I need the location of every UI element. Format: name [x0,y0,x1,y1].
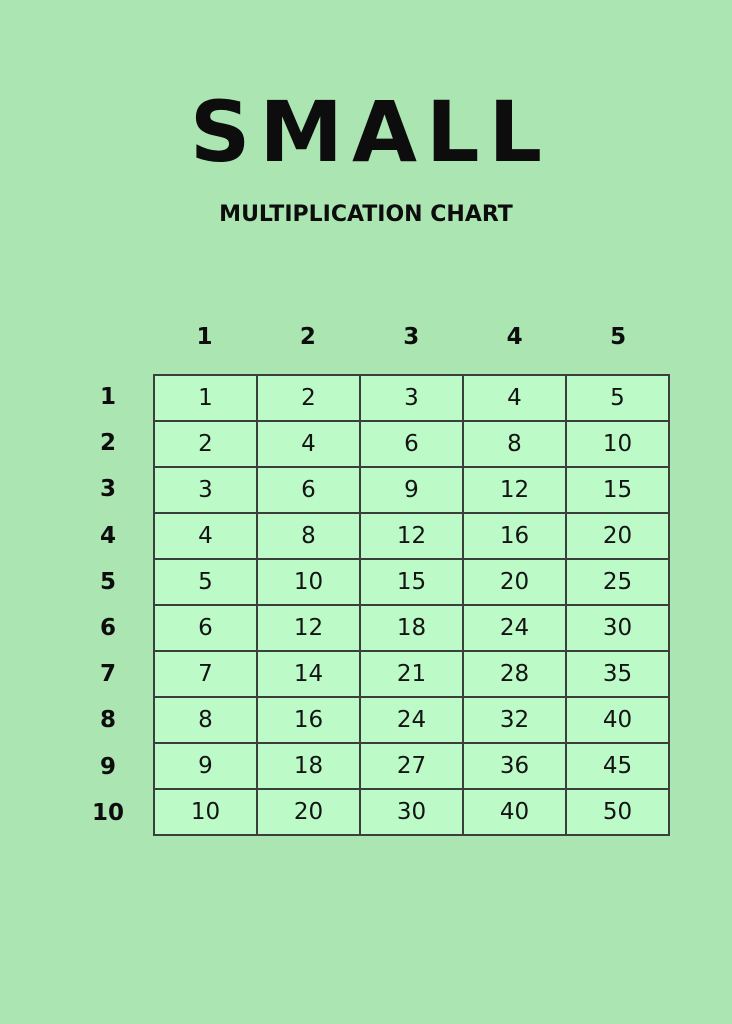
table-cell: 45 [567,744,668,788]
row-header: 7 [99,661,116,688]
row-header: 1 [99,384,116,410]
table-cell: 40 [567,698,668,742]
table-cell: 3 [361,376,462,420]
table-cell: 8 [258,514,359,558]
table-cell: 15 [567,468,668,512]
table-cell: 8 [464,422,565,466]
table-cell: 10 [567,422,668,466]
table-cell: 4 [464,376,565,420]
row-header: 3 [99,476,116,503]
row-header: 2 [99,430,116,457]
table-cell: 3 [155,468,256,512]
table-cell: 12 [464,468,565,512]
table-cell: 4 [155,514,256,558]
table-cell: 14 [258,652,359,696]
table-cell: 4 [258,422,359,466]
table-cell: 16 [258,698,359,742]
table-cell: 6 [361,422,462,466]
table-cell: 20 [464,560,565,604]
page-subtitle: MULTIPLICATION CHART [219,202,513,227]
table-cell: 6 [258,468,359,512]
table-cell: 6 [155,606,256,650]
table-cell: 16 [464,514,565,558]
table-cell: 18 [258,744,359,788]
table-cell: 2 [155,422,256,466]
table-cell: 30 [361,790,462,834]
table-cell: 18 [361,606,462,650]
row-header: 8 [99,707,116,734]
table-cell: 7 [155,652,256,696]
column-header: 5 [610,324,627,350]
table-cell: 5 [567,376,668,420]
table-cell: 9 [361,468,462,512]
table-cell: 21 [361,652,462,696]
column-header: 4 [506,324,523,350]
table-cell: 50 [567,790,668,834]
table-cell: 8 [155,698,256,742]
table-cell: 2 [258,376,359,420]
table-cell: 9 [155,744,256,788]
table-cell: 40 [464,790,565,834]
table-cell: 5 [155,560,256,604]
table-cell: 25 [567,560,668,604]
row-header: 5 [99,568,116,595]
table-cell: 27 [361,744,462,788]
table-cell: 36 [464,744,565,788]
table-cell: 24 [361,698,462,742]
table-cell: 12 [361,514,462,558]
table-cell: 32 [464,698,565,742]
table-cell: 12 [258,606,359,650]
table-cell: 24 [464,606,565,650]
column-header: 2 [299,324,316,350]
column-header: 1 [196,324,213,350]
row-header: 9 [99,753,116,780]
table-cell: 20 [567,514,668,558]
table-cell: 20 [258,790,359,834]
table-cell: 10 [258,560,359,604]
table-cell: 35 [567,652,668,696]
row-header: 4 [99,522,116,549]
row-header: 6 [99,615,116,641]
multiplication-table [153,374,670,836]
page-title: SMALL [189,83,552,181]
row-header: 10 [91,799,124,826]
table-cell: 1 [155,376,256,420]
table-cell: 10 [155,790,256,834]
table-cell: 28 [464,652,565,696]
table-cell: 15 [361,560,462,604]
column-header: 3 [403,324,420,350]
table-cell: 30 [567,606,668,650]
